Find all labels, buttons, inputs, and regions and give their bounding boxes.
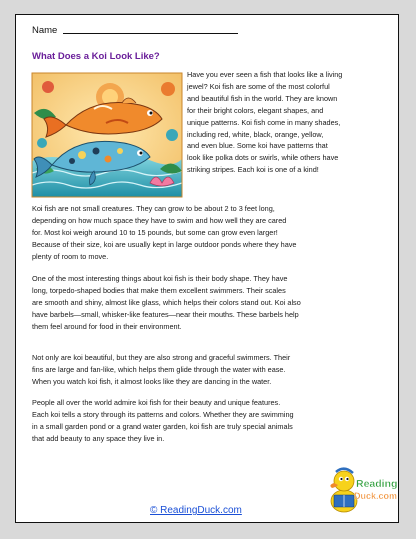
text-line: long, torpedo-shaped bodies that make them excellent swimmers. Their scales — [32, 285, 286, 295]
text-line: plenty of room to move. — [32, 251, 109, 261]
text-line: including red, white, black, orange, yellow, — [187, 129, 324, 139]
paragraph-swimmers — [32, 352, 290, 388]
paragraph-body-shape — [32, 273, 301, 333]
text-line: in a small garden pond or a grand water garden, koi fish are truly special animals — [32, 421, 293, 431]
text-line: that add beauty to any space they live in. — [32, 433, 165, 443]
text-line: depending on how much space they have to swim and how well they are cared — [32, 215, 287, 225]
paragraph-size — [32, 203, 296, 263]
text-line: for their bright colors, elegant shapes, and — [187, 105, 324, 115]
text-line: jewel? Koi fish are some of the most colorful — [187, 81, 330, 91]
text-line: and even blue. Some koi have patterns that — [187, 141, 328, 151]
text-line: look like polka dots or swirls, while others have — [187, 153, 339, 163]
koi-illustration — [32, 73, 182, 197]
text-line: them feel around for food in their environment. — [32, 321, 182, 331]
text-line: for. Most koi weigh around 10 to 15 pounds, but some can grow even larger! — [32, 227, 278, 237]
text-line: Not only are koi beautiful, but they are also strong and graceful swimmers. Their — [32, 353, 291, 362]
text-line: have barbels—small, whisker-like features—near their mouths. These barbels help — [32, 309, 299, 319]
readingduck-link[interactable]: © ReadingDuck.com — [150, 505, 242, 516]
worksheet-page — [15, 14, 399, 523]
paragraph-admiration — [32, 397, 294, 445]
paragraph-intro — [187, 69, 342, 176]
text-line: When you watch koi fish, it almost looks like they are dancing in the water. — [32, 376, 272, 386]
name-line[interactable] — [63, 33, 238, 34]
name-label: Name — [32, 25, 58, 36]
logo-text-reading: Reading — [356, 478, 398, 490]
text-line: Each koi tells a story through its patterns and colors. Whether they are swimming — [32, 409, 294, 419]
text-line: striking stripes. Each koi is one of a kind! — [187, 165, 319, 175]
text-line: One of the most interesting things about koi fish is their body shape. They have — [32, 274, 288, 283]
text-line: and beautiful fish in the world. They are known — [187, 93, 338, 103]
text-line: Because of their size, koi are usually kept in large outdoor ponds where they have — [32, 239, 297, 249]
name-field-row — [32, 25, 238, 36]
text-line: fins are large and fan-like, which helps them glide through the water with ease. — [32, 364, 286, 374]
text-line: unique patterns. Koi fish come in many shades, — [187, 117, 341, 127]
worksheet-title: What Does a Koi Look Like? — [32, 51, 160, 62]
reading-duck-logo — [326, 463, 398, 517]
text-line: People all over the world admire koi fish for their beauty and unique features. — [32, 398, 281, 407]
text-line: are smooth and shiny, almost like glass, which helps their colors stand out. Koi also — [32, 297, 301, 307]
logo-text-duck: Duck.com — [354, 491, 398, 501]
text-line: Have you ever seen a fish that looks like a living — [187, 70, 343, 79]
text-line: Koi fish are not small creatures. They can grow to be about 2 to 3 feet long, — [32, 204, 275, 213]
